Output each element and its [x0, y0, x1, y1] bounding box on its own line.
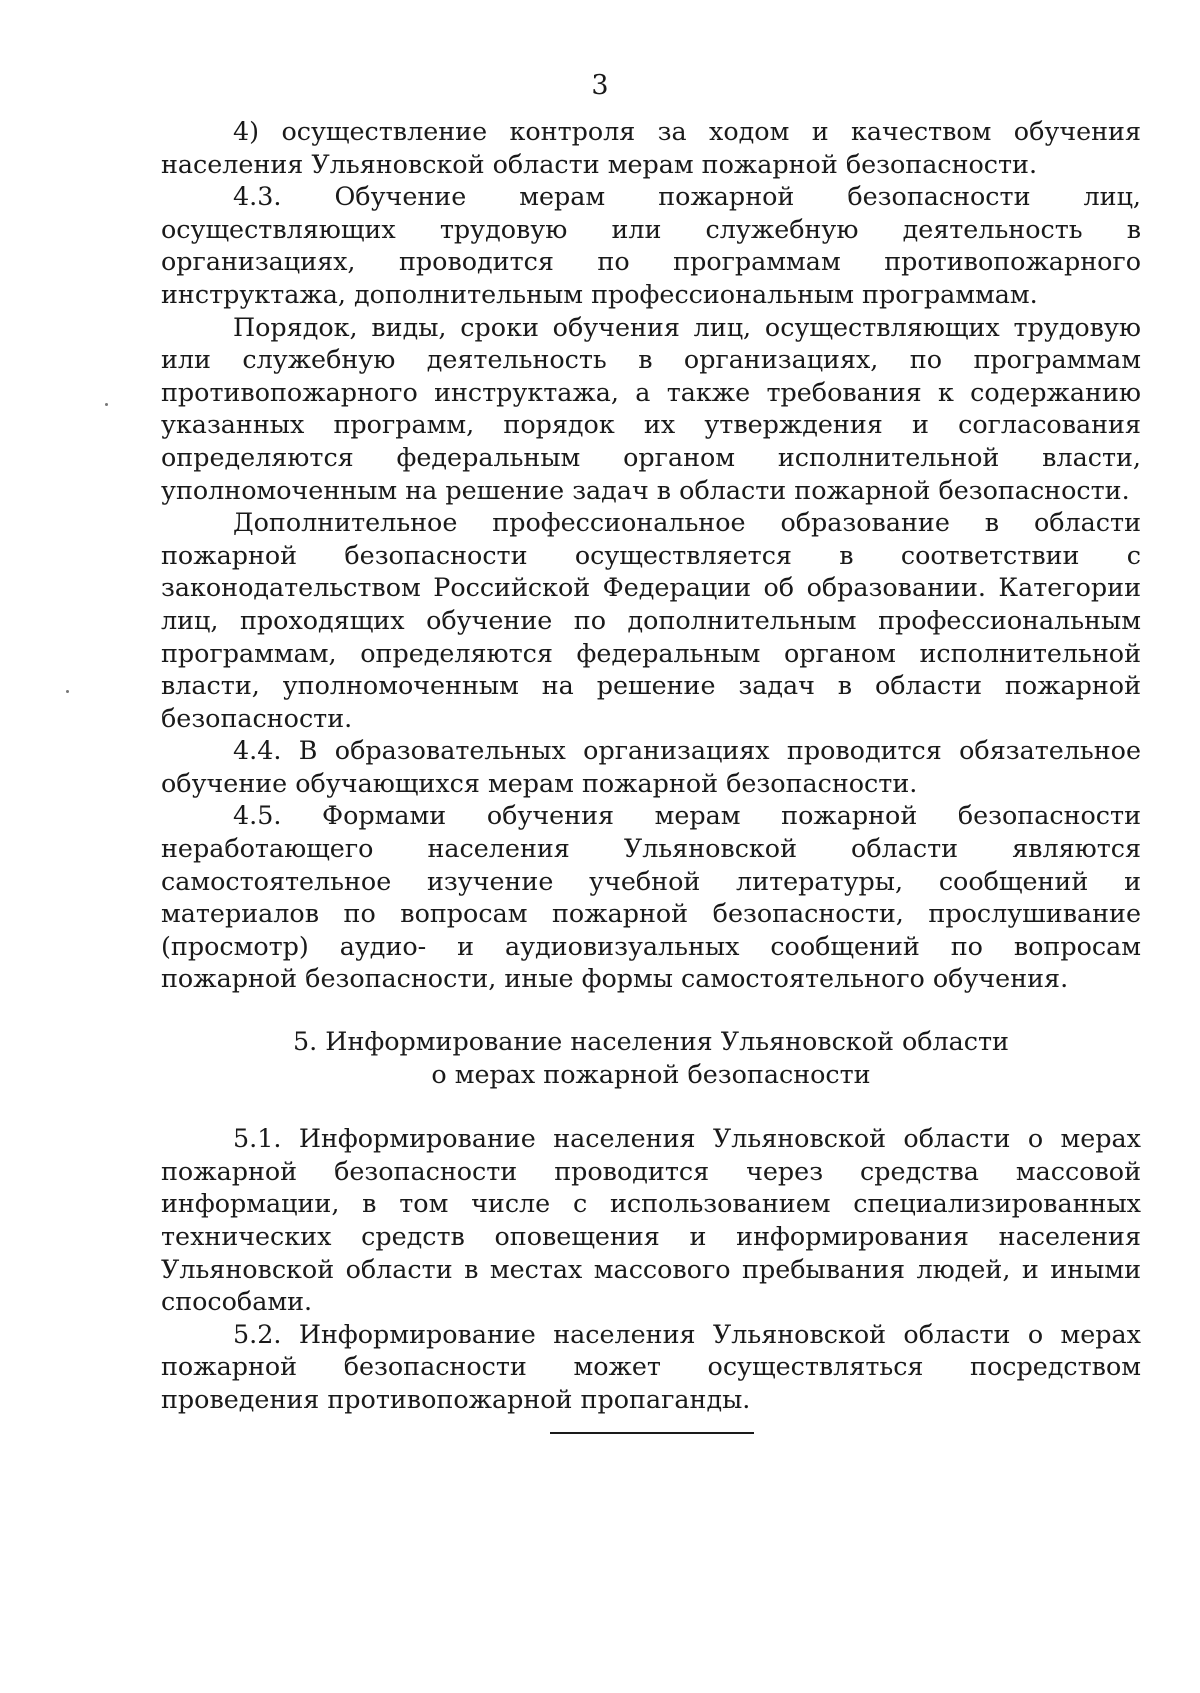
scan-speck: [105, 403, 108, 406]
section-heading-line-2: о мерах пожарной безопасности: [431, 1058, 871, 1089]
document-body: [161, 115, 1141, 1416]
page-number: 3: [591, 70, 609, 101]
paragraph-training-procedure: Порядок, виды, сроки обучения лиц, осуществляющих трудовую или служебную деятельность в организациях, по программам противопожарного инструктажа, а также требования к содержанию указанных программ, порядок их утверждения и согласования определяются федеральным органом исполнительной власти, уполномоченным на решение задач в области пожарной безопасности.: [161, 311, 1141, 505]
paragraph-5-2: 5.2. Информирование населения Ульяновской области о мерах пожарной безопасности может осуществляться посредством проведения противопожарной пропаганды.: [161, 1318, 1141, 1414]
section-heading-line-1: 5. Информирование населения Ульяновской области: [293, 1026, 1009, 1057]
paragraph-5-1: 5.1. Информирование населения Ульяновской области о мерах пожарной безопасности проводится через средства массовой информации, в том числе с использованием специализированных технических средств оповещения и информирования населения Ульяновской области в местах массового пребывания людей, и иными способами.: [161, 1123, 1141, 1317]
paragraph-4-3: 4.3. Обучение мерам пожарной безопасности лиц, осуществляющих трудовую или служебную деятельность в организациях, проводится по программам противопожарного инструктажа, дополнительным профессиональным программам.: [161, 181, 1141, 309]
paragraph-item-4: 4) осуществление контроля за ходом и качеством обучения населения Ульяновской области мерам пожарной безопасности.: [161, 116, 1141, 179]
scan-speck: [66, 690, 69, 693]
paragraph-4-5: 4.5. Формами обучения мерам пожарной безопасности неработающего населения Ульяновской области являются самостоятельное изучение учебной литературы, сообщений и материалов по вопросам пожарной безопасности, прослушивание (просмотр) аудио- и аудиовизуальных сообщений по вопросам пожарной безопасности, иные формы самостоятельного обучения.: [161, 800, 1141, 994]
end-of-document-rule: [550, 1432, 754, 1434]
paragraph-additional-education: Дополнительное профессиональное образование в области пожарной безопасности осуществляется в соответствии с законодательством Российской Федерации об образовании. Категории лиц, проходящих обучение по дополнительным профессиональным программам, определяются федеральным органом исполнительной власти, уполномоченным на решение задач в области пожарной безопасности.: [161, 507, 1141, 733]
section-heading: [161, 1025, 1141, 1090]
paragraph-4-4: 4.4. В образовательных организациях проводится обязательное обучение обучающихся мерам пожарной безопасности.: [161, 735, 1141, 798]
